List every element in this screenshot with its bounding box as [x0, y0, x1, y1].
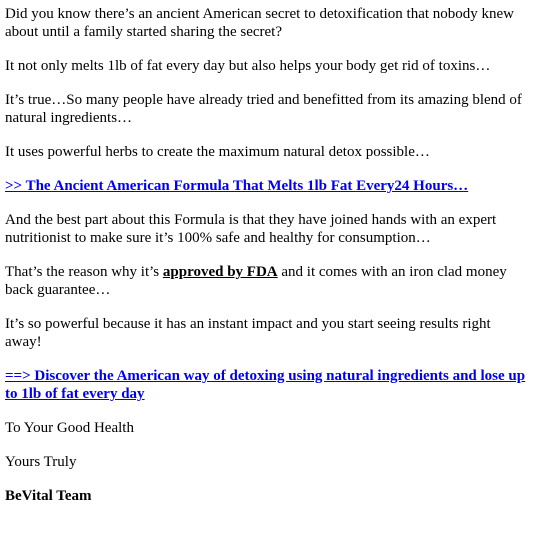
- closing-greeting: To Your Good Health: [5, 420, 134, 436]
- fda-text-before: That’s the reason why it’s: [5, 264, 163, 280]
- instant-impact-paragraph: It’s so powerful because it has an instant impact and you start seeing results right away!: [5, 316, 491, 350]
- formula-link[interactable]: >> The Ancient American Formula That Melts 1lb Fat Every24 Hours…: [5, 178, 469, 194]
- fat-melt-paragraph: It not only melts 1lb of fat every day but also helps your body get rid of toxins…: [5, 58, 491, 74]
- testimonial-paragraph: It’s true…So many people have already tried and benefitted from its amazing blend of natural ingredients…: [5, 92, 522, 126]
- intro-paragraph: Did you know there’s an ancient American secret to detoxification that nobody knew about until a family started sharing the secret?: [5, 6, 515, 40]
- discover-link-paragraph: [5, 367, 530, 403]
- fda-paragraph: [5, 263, 530, 299]
- formula-link-paragraph: [5, 177, 530, 195]
- closing-sign-off: Yours Truly: [5, 454, 77, 470]
- signature: BeVital Team: [5, 488, 92, 504]
- discover-link[interactable]: ==> Discover the American way of detoxing using natural ingredients and lose up to 1lb of fat every day: [5, 368, 526, 402]
- nutritionist-paragraph: And the best part about this Formula is that they have joined hands with an expert nutritionist to make sure it’s 100% safe and healthy for consumption…: [5, 212, 497, 246]
- fda-text-after: and it comes with an iron clad money back guarantee…: [5, 264, 507, 298]
- herbs-paragraph: It uses powerful herbs to create the maximum natural detox possible…: [5, 144, 430, 160]
- fda-approved-text: approved by FDA: [162, 264, 278, 280]
